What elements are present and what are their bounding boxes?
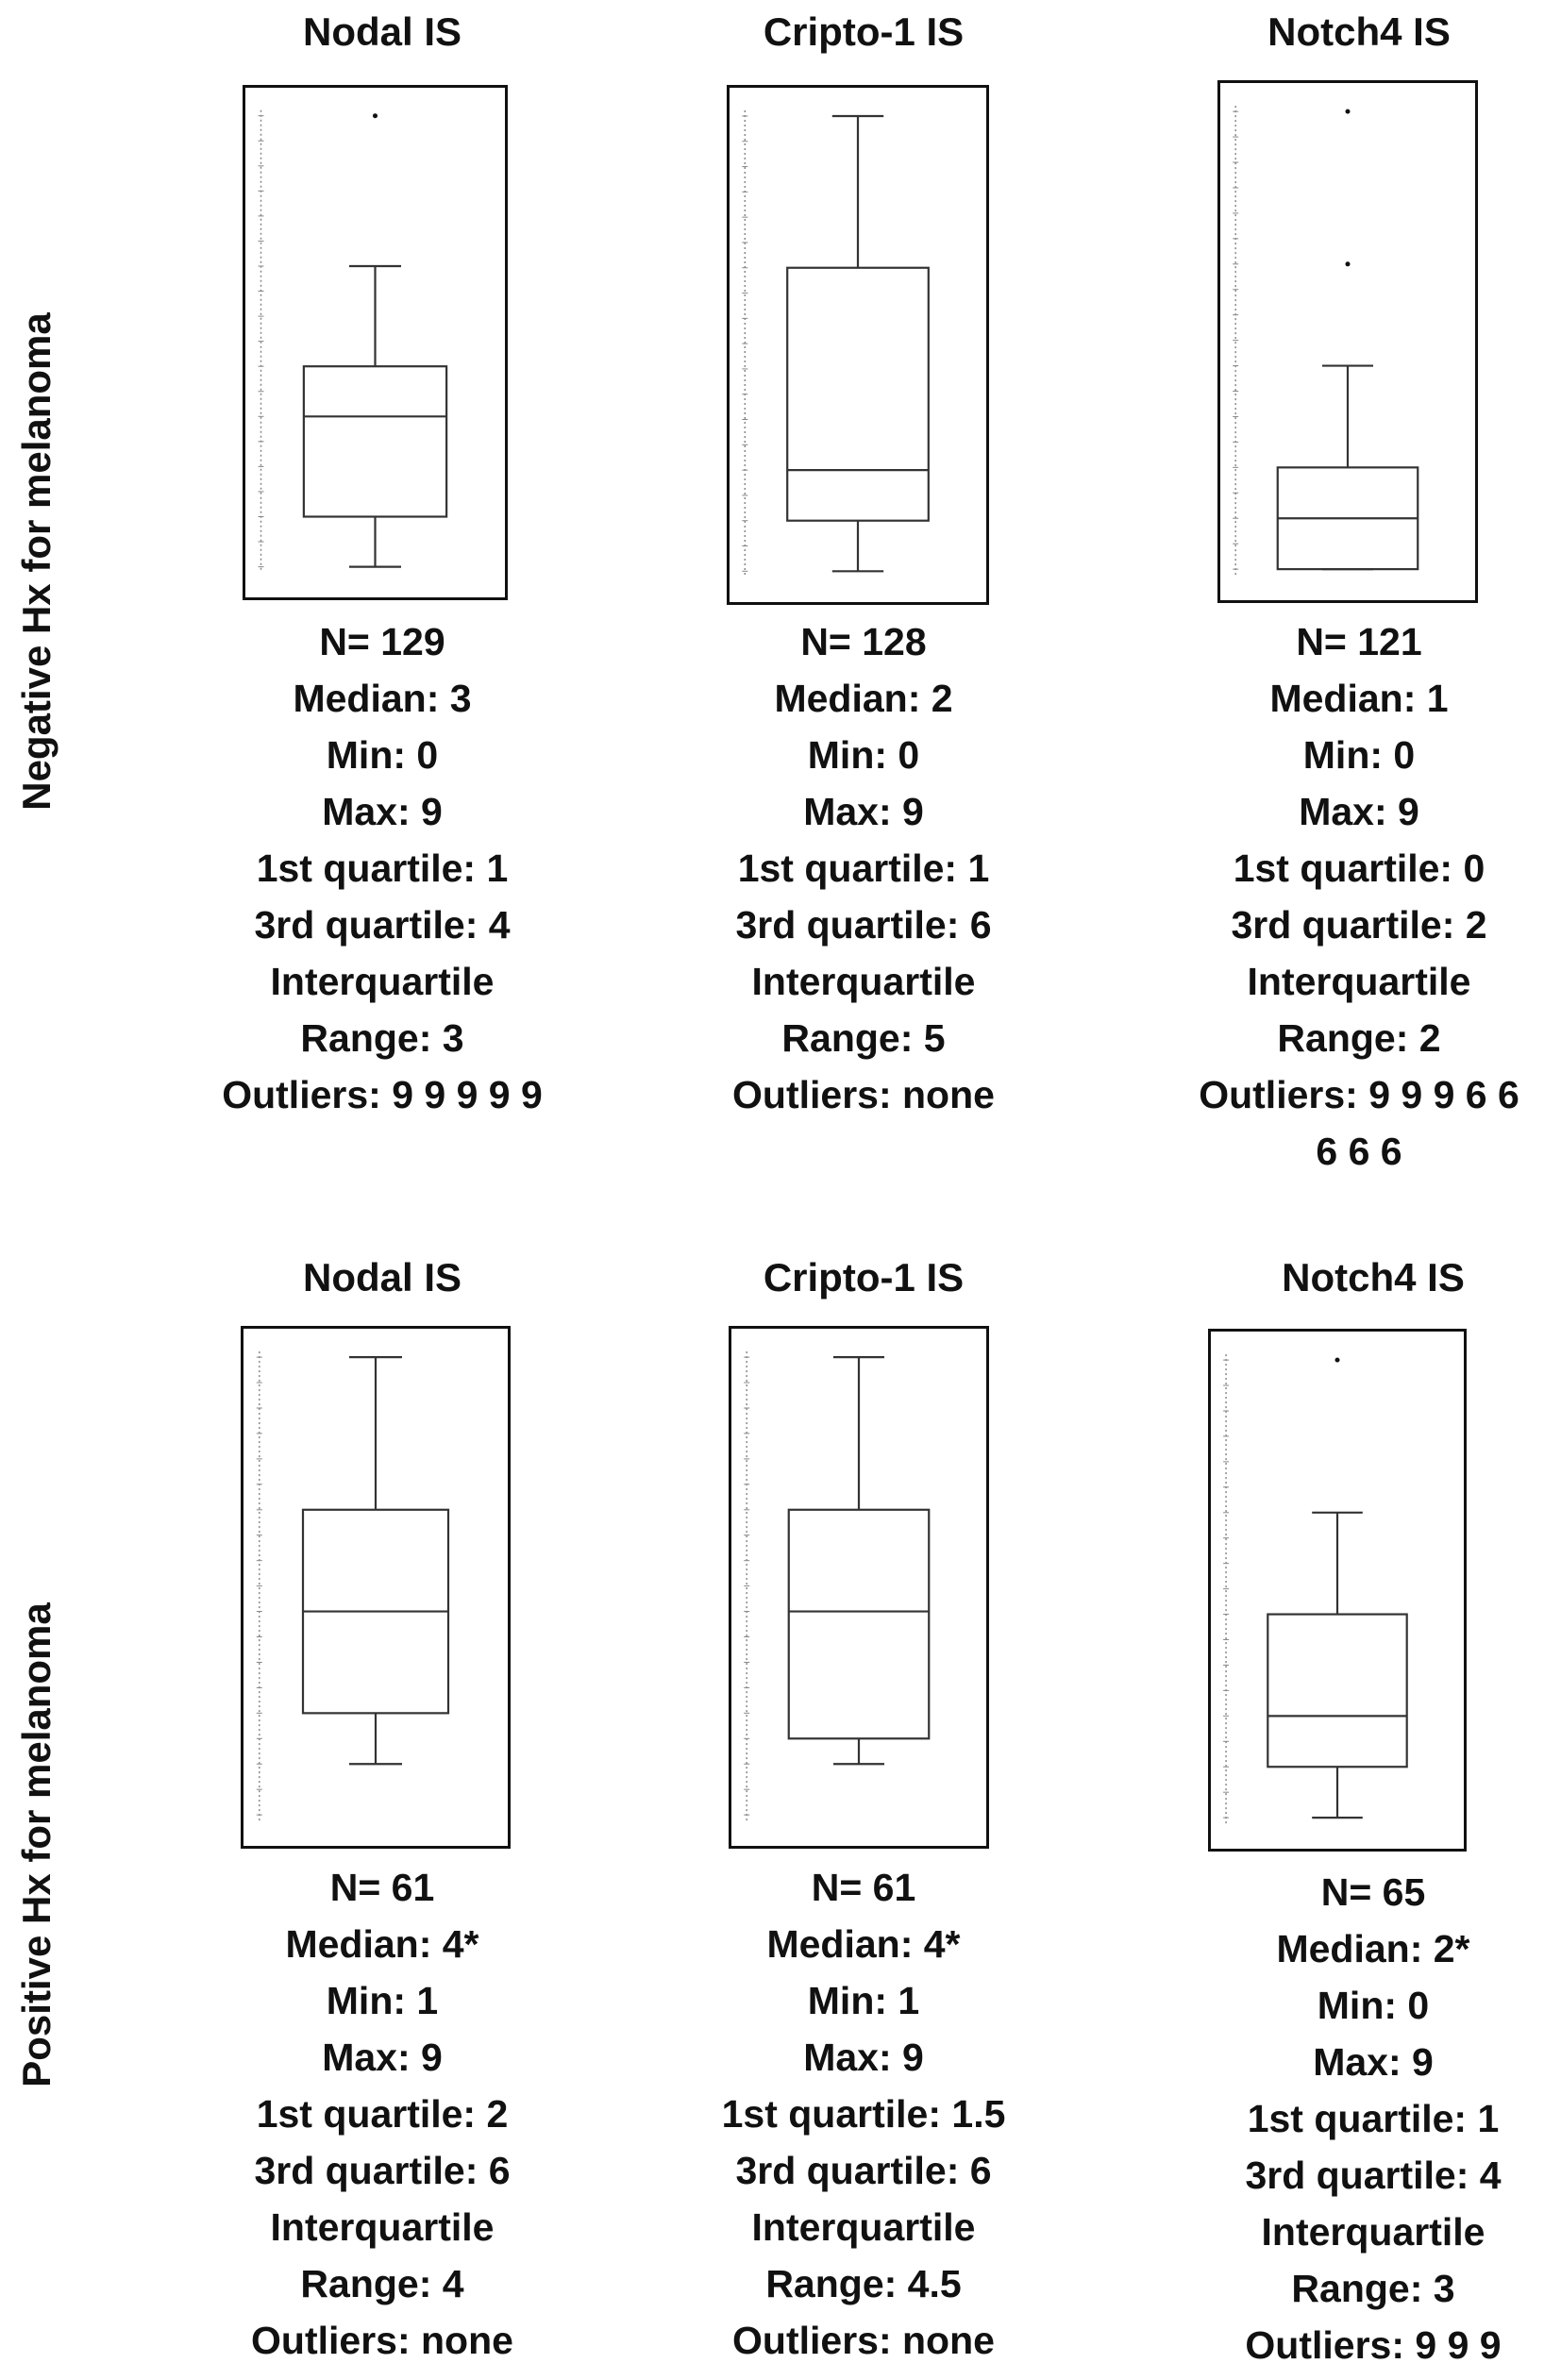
stat-line: Max: 9 (803, 790, 924, 833)
stat-line: 3rd quartile: 4 (1245, 2154, 1502, 2197)
stats-block (137, 613, 628, 1123)
stat-line: Min: 1 (807, 1979, 920, 2022)
stat-line: Interquartile (270, 2205, 495, 2249)
row-label-negative: Negative Hx for melanoma (14, 312, 59, 811)
stat-line: Outliers: none (732, 2319, 995, 2362)
stat-line: Interquartile (751, 2205, 976, 2249)
panel-title: Cripto-1 IS (763, 1255, 965, 1299)
panel-negative-notch4 (1114, 0, 1561, 1180)
panel-title: Notch4 IS (1267, 9, 1451, 54)
outlier-point (373, 113, 378, 118)
boxplot-area (241, 1326, 511, 1849)
iqr-box (789, 1510, 930, 1738)
stat-line: Interquartile (1247, 960, 1471, 1003)
stat-line: Outliers: none (732, 1073, 995, 1116)
row-label-positive: Positive Hx for melanoma (14, 1602, 59, 2087)
stat-line: 1st quartile: 2 (256, 2092, 509, 2136)
stat-line: 3rd quartile: 6 (254, 2149, 511, 2192)
stat-line: Median: 1 (1269, 677, 1449, 720)
iqr-box (304, 366, 446, 516)
boxplot-svg (243, 1329, 508, 1846)
outlier-point (1335, 1358, 1340, 1363)
stat-line: N= 65 (1320, 1870, 1426, 1914)
stat-line: 3rd quartile: 4 (254, 903, 511, 947)
stat-line: Range: 3 (1291, 2267, 1455, 2310)
outlier-point (1346, 109, 1351, 114)
stat-line: Max: 9 (322, 2036, 443, 2079)
stat-line: Min: 0 (1317, 1984, 1430, 2027)
stat-line: Outliers: 9 9 9 9 9 (222, 1073, 543, 1116)
stat-line: N= 121 (1296, 620, 1422, 663)
stat-line: Min: 0 (326, 733, 439, 777)
panel-positive-nodal (137, 1246, 628, 2378)
stat-line: Range: 2 (1277, 1016, 1441, 1060)
boxplot-svg (731, 1329, 986, 1846)
stat-line: Range: 4.5 (765, 2262, 962, 2305)
boxplot-area (1208, 1329, 1467, 1852)
stat-line: 6 6 6 (1316, 1130, 1402, 1173)
stat-line: Outliers: none (251, 2319, 513, 2362)
stat-line: Interquartile (751, 960, 976, 1003)
stat-line: N= 61 (329, 1866, 435, 1909)
stat-line: Outliers: 9 9 9 6 6 (1199, 1073, 1519, 1116)
stat-line: Median: 4* (766, 1922, 961, 1966)
boxplot-area (1217, 80, 1478, 603)
stat-line: Range: 3 (300, 1016, 464, 1060)
stats-block (1128, 1864, 1561, 2373)
outlier-point (1346, 261, 1351, 266)
boxplot-area (727, 85, 989, 605)
stat-line: Min: 0 (807, 733, 920, 777)
stat-line: 1st quartile: 1 (1247, 2097, 1500, 2140)
stat-line: Median: 3 (293, 677, 472, 720)
boxplot-svg (730, 88, 986, 602)
iqr-box (1267, 1615, 1406, 1768)
stat-line: 1st quartile: 1 (256, 846, 509, 890)
stat-line: Max: 9 (803, 2036, 924, 2079)
stat-line: Outliers: 9 9 9 (1245, 2323, 1502, 2367)
boxplot-svg (1211, 1332, 1464, 1849)
stat-line: Median: 2 (774, 677, 953, 720)
stat-line: Median: 2* (1276, 1927, 1470, 1970)
stat-line: Median: 4* (285, 1922, 479, 1966)
panel-title: Notch4 IS (1282, 1255, 1465, 1299)
boxplot-svg (1220, 83, 1475, 600)
stat-line: 1st quartile: 1.5 (721, 2092, 1006, 2136)
stat-line: Min: 0 (1302, 733, 1416, 777)
boxplot-area (729, 1326, 989, 1849)
panel-title: Nodal IS (302, 9, 462, 54)
panel-positive-notch4 (1128, 1246, 1561, 2378)
stat-line: N= 128 (800, 620, 927, 663)
stat-line: Interquartile (270, 960, 495, 1003)
panel-title: Cripto-1 IS (763, 9, 965, 54)
stat-line: Max: 9 (1313, 2040, 1434, 2084)
boxplot-svg (245, 88, 505, 597)
stat-line: 3rd quartile: 6 (735, 2149, 992, 2192)
stat-line: Max: 9 (322, 790, 443, 833)
stats-block (618, 1859, 1109, 2369)
panel-negative-cripto1 (618, 0, 1109, 1180)
stat-line: Max: 9 (1299, 790, 1419, 833)
stat-line: 3rd quartile: 2 (1231, 903, 1487, 947)
stat-line: 3rd quartile: 6 (735, 903, 992, 947)
iqr-box (787, 268, 929, 521)
stat-line: 1st quartile: 1 (737, 846, 990, 890)
panel-positive-cripto1 (618, 1246, 1109, 2378)
stats-block (137, 1859, 628, 2369)
panel-title: Nodal IS (302, 1255, 462, 1299)
boxplot-area (243, 85, 508, 600)
stats-block (1114, 613, 1561, 1180)
stat-line: N= 129 (319, 620, 445, 663)
stats-block (618, 613, 1109, 1123)
stat-line: Range: 5 (781, 1016, 946, 1060)
stat-line: Interquartile (1261, 2210, 1485, 2254)
stat-line: N= 61 (811, 1866, 916, 1909)
stat-line: Min: 1 (326, 1979, 439, 2022)
panel-negative-nodal (137, 0, 628, 1180)
stat-line: 1st quartile: 0 (1233, 846, 1485, 890)
stat-line: Range: 4 (300, 2262, 464, 2305)
